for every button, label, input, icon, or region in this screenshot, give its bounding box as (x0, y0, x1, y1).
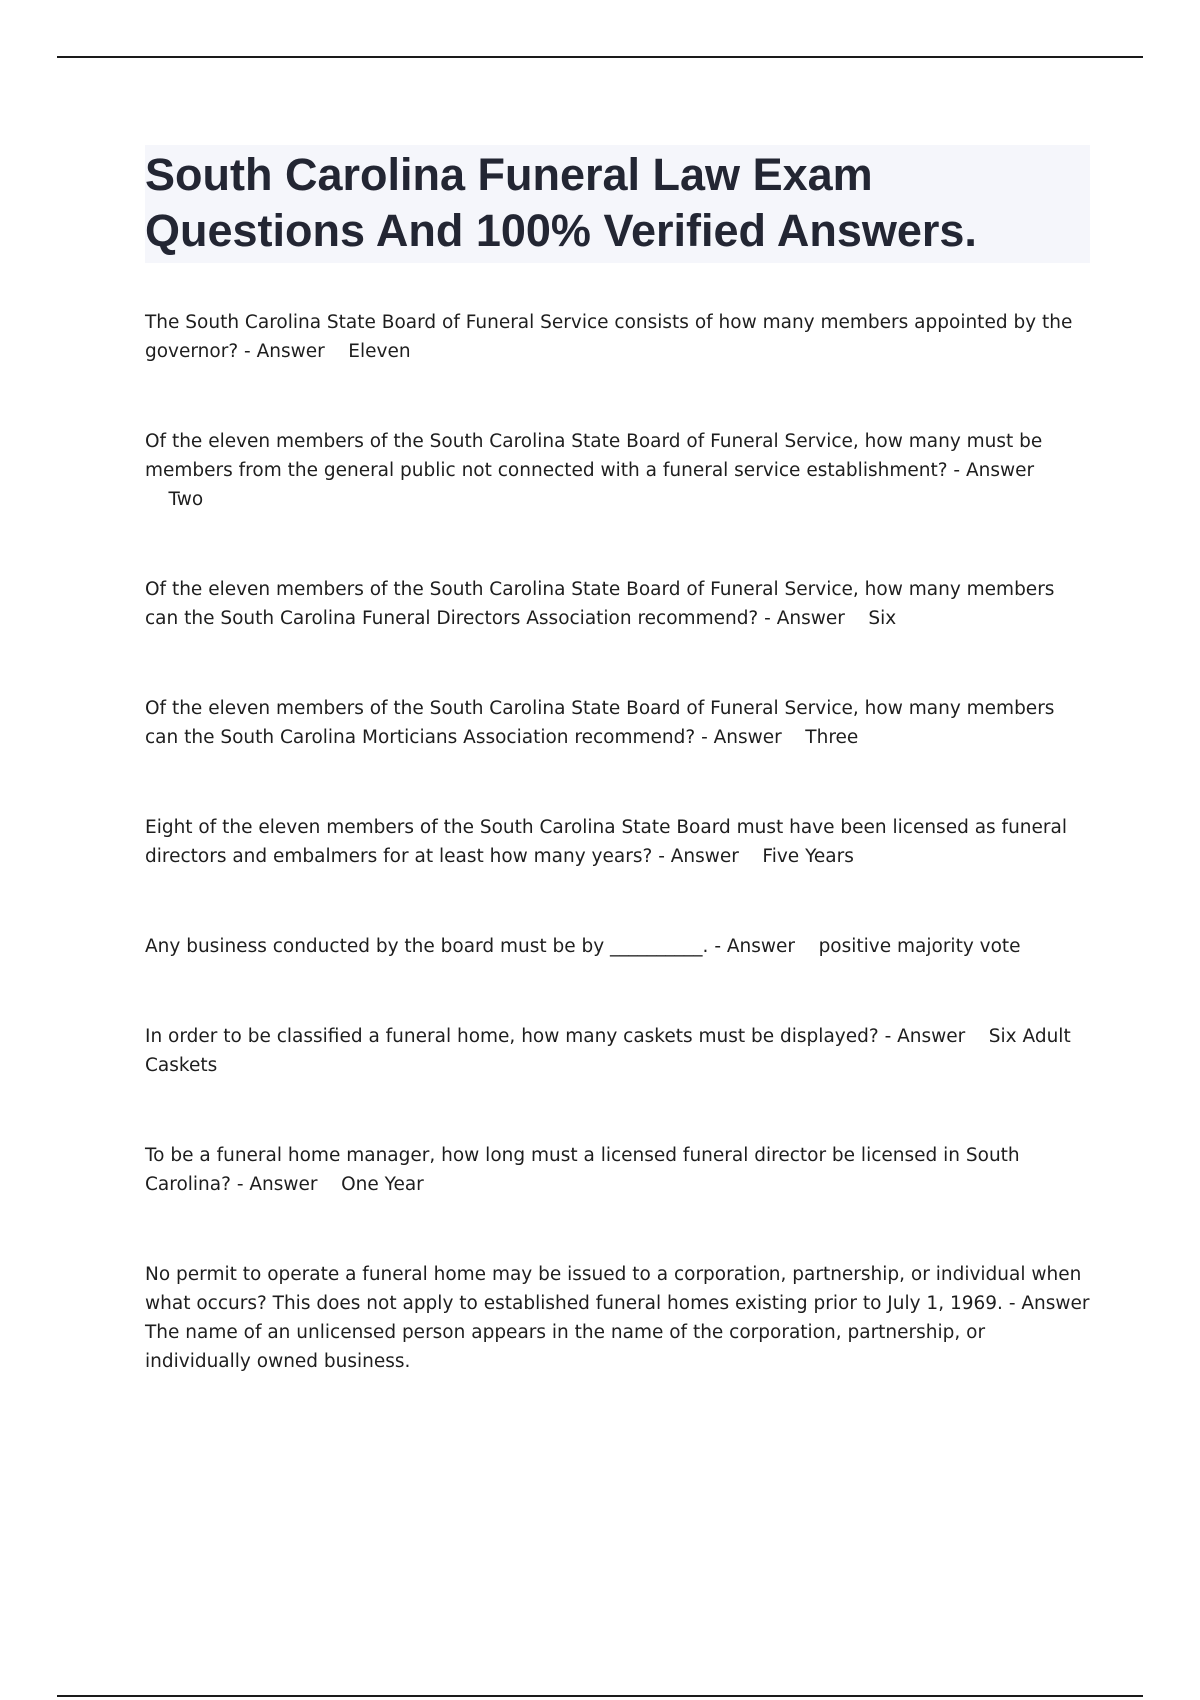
bottom-rule (57, 1695, 1143, 1697)
qa-item-2 (145, 427, 1090, 514)
qa-item-5 (145, 813, 1090, 871)
answer-text: One Year (341, 1174, 424, 1195)
qa-item-1 (145, 308, 1090, 366)
answer-text: Eleven (348, 341, 411, 362)
qa-item-7 (145, 1022, 1090, 1080)
question-text: Of the eleven members of the South Carolina State Board of Funeral Service, how many must be members from the general public not connected with a funeral service establishment? (145, 431, 1043, 481)
title-line-2: Questions And 100% Verified Answers. (145, 205, 977, 256)
answer-label: - Answer (701, 727, 782, 748)
question-text: Of the eleven members of the South Carolina State Board of Funeral Service, how many members can the South Carolina Funeral Directors Association recommend? (145, 579, 1055, 629)
question-text: Eight of the eleven members of the South Carolina State Board must have been licensed as funeral directors and embalmers for at least how many years? (145, 817, 1067, 867)
answer-text: Six Adult Caskets (145, 1026, 1071, 1076)
question-text: The South Carolina State Board of Funeral Service consists of how many members appointed by the governor? (145, 312, 1073, 362)
answer-label: - Answer (244, 341, 325, 362)
answer-text: positive majority vote (818, 936, 1021, 957)
top-rule (57, 56, 1143, 58)
qa-item-4 (145, 694, 1090, 752)
answer-text: The name of an unlicensed person appears in the name of the corporation, partnership, or individually owned business. (145, 1322, 986, 1372)
qa-item-6 (145, 932, 1090, 961)
answer-text: Three (805, 727, 859, 748)
answer-label: - Answer (714, 936, 796, 957)
document-page (145, 145, 1090, 1437)
qa-item-9 (145, 1260, 1090, 1376)
answer-text: Two (168, 489, 204, 510)
title-block (145, 145, 1090, 263)
answer-text: Five Years (762, 846, 854, 867)
answer-text: Six (868, 608, 897, 629)
question-text: Of the eleven members of the South Carolina State Board of Funeral Service, how many members can the South Carolina Morticians Association recommend? (145, 698, 1055, 748)
question-text: Any business conducted by the board must be by __________. (145, 936, 709, 957)
qa-item-8 (145, 1141, 1090, 1199)
question-text: In order to be classified a funeral home, how many caskets must be displayed? (145, 1026, 879, 1047)
answer-label: - Answer (884, 1026, 966, 1047)
document-title (145, 147, 1086, 259)
answer-label: - Answer (658, 846, 739, 867)
qa-item-3 (145, 575, 1090, 633)
answer-label: - Answer (764, 608, 845, 629)
answer-label: - Answer (1008, 1293, 1090, 1314)
answer-label: - Answer (953, 460, 1035, 481)
title-line-1: South Carolina Funeral Law Exam (145, 149, 873, 200)
question-text: To be a funeral home manager, how long must a licensed funeral director be licensed in South Carolina? (145, 1145, 1020, 1195)
question-text: No permit to operate a funeral home may be issued to a corporation, partnership, or individual when what occurs? This does not apply to established funeral homes existing prior to July 1, 1969. (145, 1264, 1082, 1314)
answer-label: - Answer (236, 1174, 318, 1195)
